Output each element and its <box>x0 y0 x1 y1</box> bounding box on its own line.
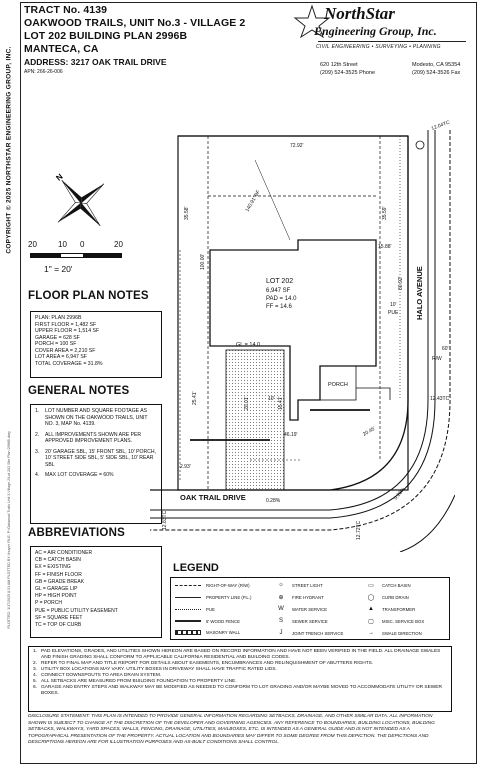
note-number: 2. <box>33 661 38 666</box>
street-right-width: 60' <box>442 346 449 352</box>
abbreviation: EX = EXISTING <box>35 564 71 571</box>
legend-label: CATCH BASIN <box>382 582 411 588</box>
copyright-text: COPYRIGHT © 2025 NORTHSTAR ENGINEERING GROUP, INC. <box>5 46 13 254</box>
general-notes-box <box>30 404 162 524</box>
fp-note: PLAN: PLAN 2996B <box>35 315 82 321</box>
lot-area: 6,947 SF <box>266 288 291 294</box>
abbreviation: AC = AIR CONDITIONER <box>35 550 93 556</box>
row-label: R/W <box>432 356 442 362</box>
note-text: PAD ELEVATIONS, GRADES, AND UTILITIES SHOWN HEREON ARE BASED ON RECORD INFORMATION AND HAVE NOT BEEN VERIFIED IN THE FIELD. ALL DRAINAGE SWALES AND FINISH GRADING SHALL CONFORM TO APPLICABLE CALIFORNIA RESIDENTIAL AND BUILDING CODES. <box>41 649 441 660</box>
fp-note: LOT AREA = 6,947 SF <box>35 354 87 360</box>
fp-note: UPPER FLOOR = 1,514 SF <box>35 328 100 334</box>
legend-item <box>365 606 415 612</box>
dim-bottom-a: 20.01' <box>244 396 250 410</box>
firm-street: 620 12th Street <box>320 62 358 68</box>
sheet-note <box>33 685 447 697</box>
legend-item <box>275 594 324 600</box>
sheet-notes-box <box>28 646 452 712</box>
tc-bottom-right: 12.72TC <box>356 520 362 540</box>
dim-top: 72.92' <box>290 143 304 149</box>
note-text: MAX LOT COVERAGE = 60% <box>45 472 114 478</box>
legend-label: FIRE HYDRANT <box>292 594 324 600</box>
floor-plan-notes-heading: FLOOR PLAN NOTES <box>28 290 149 302</box>
north-arrow-icon <box>48 170 114 236</box>
title-block <box>24 4 289 76</box>
dim-bottom-b: 10' <box>268 396 275 402</box>
file-path-text: PLOTTED: 1/17/2025 8:31 AM PLOTTED BY: thuynh FILE: P:\Oakwood Trails Unit 3 Village 2\Lot 202 Site Plan 2996B.dwg <box>7 431 11 629</box>
note-text: LOT NUMBER AND SQUARE FOOTAGE AS SHOWN ON THE OAKWOOD TRAILS, UNIT NO. 3, MAP No. 4139. <box>45 408 148 427</box>
firm-address <box>320 62 375 77</box>
street-light-icon <box>416 141 424 149</box>
pad-elevation: PAD = 14.0 <box>266 296 297 302</box>
scale-label-20b: 20 <box>114 240 123 249</box>
firm-tagline: CIVIL ENGINEERING • SURVEYING • PLANNING <box>316 44 441 50</box>
fp-note: COVER AREA = 2,210 SF <box>35 347 96 354</box>
slope-bottom: 0.28% <box>266 498 281 504</box>
firm-name: NorthStar <box>324 4 395 23</box>
city: MANTECA, CA <box>24 43 99 55</box>
file-path-strip <box>0 300 18 760</box>
garage-lip: GL = 14.0 <box>236 342 261 348</box>
general-note <box>35 472 157 479</box>
slope-right: 0.28% <box>392 486 407 502</box>
note-text: CONNECT DOWNSPOUTS TO AREA DRAIN SYSTEM. <box>41 673 162 678</box>
legend-item <box>175 582 250 588</box>
general-notes-heading: GENERAL NOTES <box>28 385 130 397</box>
legend-item <box>275 630 343 636</box>
legend-heading: LEGEND <box>173 562 219 574</box>
firm-logo-block <box>298 4 470 104</box>
legend-label: CURB DRAIN <box>382 594 409 600</box>
legend-label: MISC. SERVICE BOX <box>382 618 425 624</box>
tc-bottom-left: 12.83TC <box>162 510 168 530</box>
firm-city-line: Modesto, CA 95354 <box>412 62 461 68</box>
sheet-note <box>33 649 447 661</box>
abbreviation: PUE = PUBLIC UTILITY EASEMENT <box>35 607 118 614</box>
scale-segment-1 <box>30 253 60 258</box>
abbreviation: GB = GRADE BREAK <box>35 578 85 585</box>
dim-right-offset: 15.88' <box>378 244 392 250</box>
note-number: 1. <box>35 408 40 414</box>
legend-label: RIGHT-OF-WAY (R/W) <box>206 582 250 588</box>
note-text: GARAGE AND ENTRY STEPS AND WALKWAY MAY BE MODIFIED AS NEEDED TO CONFORM TO LOT GRADING AND/OR MAYBE MOVED TO ACCOMMODATE UTILITY OR SEWER BOXES. <box>41 685 442 696</box>
note-number: 6. <box>33 685 38 690</box>
subdivision-name: OAKWOOD TRAILS, UNIT No.3 - VILLAGE 2 <box>24 17 246 29</box>
property-line-icon <box>175 594 201 600</box>
abbreviations-box <box>30 546 162 638</box>
legend-label: PUE <box>206 606 215 612</box>
pue-line-icon <box>175 606 201 612</box>
fp-note: GARAGE = 628 SF <box>35 334 80 341</box>
legend-item <box>175 630 240 635</box>
legend-label: PROPERTY LINE (P.L.) <box>206 594 252 600</box>
legend-label: STREET LIGHT <box>292 582 323 588</box>
legend-label: MASONRY WALL <box>206 630 241 635</box>
street-halo-avenue: HALO AVENUE <box>415 266 424 320</box>
driveway-hatch <box>226 350 284 490</box>
note-text: ALL IMPROVEMENTS SHOWN ARE PER APPROVED IMPROVEMENT PLANS. <box>45 431 142 444</box>
site-plan <box>150 100 477 552</box>
legend-label: JOINT TRENCH SERVICE <box>292 630 344 636</box>
legend-item <box>275 582 323 588</box>
dim-bottom-e: 20.45' <box>362 425 377 438</box>
abbreviation: FF = FINISH FLOOR <box>35 571 82 578</box>
porch-label: PORCH <box>328 382 348 388</box>
scale-segment-3 <box>84 253 122 258</box>
note-number: 4. <box>35 472 40 478</box>
legend-item <box>175 606 215 612</box>
firm-phone: (209) 524-3525 Phone <box>320 69 376 76</box>
abbreviation: GL = GARAGE LIP <box>35 586 78 593</box>
masonry-wall-icon <box>175 630 201 635</box>
abbreviation: CB = CATCH BASIN <box>35 557 81 564</box>
lot-label: LOT 202 <box>266 278 294 285</box>
grade-left: 2.93' <box>180 464 191 470</box>
abbreviations-heading: ABBREVIATIONS <box>28 527 125 539</box>
apn: APN: 266-26-006 <box>24 69 63 75</box>
fence-line-icon <box>175 618 201 624</box>
scale-ratio: 1" = 20' <box>44 264 73 274</box>
dim-left-small: 25.41' <box>192 391 198 405</box>
scale-segment-2 <box>60 253 84 258</box>
firm-subtitle: Engineering Group, Inc. <box>314 24 437 38</box>
scale-bar <box>28 240 128 290</box>
joint-trench-icon: J <box>279 630 283 636</box>
transformer-icon: ▲ <box>368 606 374 612</box>
north-arrow <box>48 170 114 236</box>
pue-label: PUE <box>388 310 399 316</box>
dim-left: 100.00' <box>200 253 206 270</box>
note-text: 20' GARAGE SBL, 15' FRONT SBL, 10' PORCH, 10' STREET SIDE SBL, 5' SIDE SBL, 10' REAR SBL <box>45 448 156 468</box>
dim-right: 80.92' <box>398 276 404 290</box>
legend-item <box>365 582 411 588</box>
dim-setback-top-right: 35.59' <box>382 206 388 220</box>
finish-floor: FF = 14.6 <box>266 304 292 310</box>
scale-label-0: 0 <box>80 240 85 249</box>
note-number: 3. <box>35 448 40 455</box>
dim-bottom-c: 15.41' <box>278 396 284 410</box>
row-line-icon <box>175 582 201 588</box>
curb-drain-icon: ◯ <box>367 594 375 601</box>
legend-label: WATER SERVICE <box>292 606 328 612</box>
firm-divider <box>318 41 466 42</box>
abbreviation: P = PORCH <box>35 600 62 607</box>
note-number: 4. <box>33 673 38 678</box>
fire-hydrant-icon: ⊕ <box>278 594 284 601</box>
street-oak-trail: OAK TRAIL DRIVE <box>180 493 246 502</box>
abbreviation: HP = HIGH POINT <box>35 593 77 600</box>
legend-item <box>365 618 424 624</box>
legend-label: 6' WOOD FENCE <box>206 618 241 624</box>
legend-item <box>175 618 240 624</box>
dim-setback-top-left: 35.58' <box>184 206 190 220</box>
fp-note: PORCH = 100 SF <box>35 341 77 347</box>
site-plan-drawing <box>150 100 455 552</box>
disclosure-statement: DISCLOSURE STATEMENT: THIS PLAN IS INTENDED TO PROVIDE GENERAL INFORMATION REGARDING SETBACKS, DRAINAGE, AND OTHER SIMILAR DATA. ALL INFORMATION SHOWN IS SUBJECT TO CHANGE AT THE DISCRETION OF THE DEVELOPER AND GOVERNING AGENCIES. ANY REFERENCE TO BOUNDARIES, BUILDING LOCATIONS, BUILDING SETBACKS, WALKWAYS, YARD SPACES, WALLS, FENCING, DRAINAGE, UTILITIES, MAILBOXES, ETC. IS INTENDED AS A GENERAL GUIDE AND IS NOT INTENDED AS A TOPOGRAPHICAL PRESENTATION OF THE PROPERTY. ACTUAL LOCATION AND BOUNDARIES MAY DIFFER TO SOME DEGREE FROM THIS DEPICTION. THE DEPICTIONS AND DESCRIPTIONS HEREON ARE FOR ILLUSTRATION PURPOSES AND AS-BUILT CONDITIONS SHALL CONTROL. <box>28 714 435 745</box>
tc-right-top: 12.04TC <box>430 119 451 132</box>
note-text: UTILITY BOX LOCATIONS MAY VARY. UTILITY BOXES IN DRIVEWAY SHALL HAVE TRAFFIC RATED LIDS. <box>41 667 277 672</box>
fp-note: TOTAL COVERAGE = 31.8% <box>35 360 103 367</box>
dim-bottom-d: 46.19' <box>284 432 298 438</box>
general-note <box>35 432 157 445</box>
note-number: 3. <box>33 667 38 672</box>
copyright-strip <box>0 0 18 300</box>
firm-fax: (209) 524-3526 Fax <box>412 69 461 76</box>
sewer-service-icon: S <box>278 618 283 624</box>
water-service-icon: W <box>278 606 284 612</box>
legend-box <box>170 577 450 640</box>
legend-label: SWALE DIRECTION <box>382 630 422 636</box>
legend-label: SEWER SERVICE <box>292 618 328 624</box>
legend-item <box>275 606 327 612</box>
legend-item <box>365 630 422 636</box>
legend-item <box>175 594 251 600</box>
address: ADDRESS: 3217 OAK TRAIL DRIVE <box>24 57 167 67</box>
note-text: ALL SETBACKS ARE MEASURED FROM BUILDING FOUNDATION TO PROPERTY LINE. <box>41 679 237 684</box>
fp-note: FIRST FLOOR = 1,482 SF <box>35 321 97 328</box>
general-note <box>35 408 157 428</box>
dim-pue: 10' <box>390 302 397 308</box>
service-box-icon: ▢ <box>368 618 374 625</box>
legend-item <box>275 618 328 624</box>
note-number: 2. <box>35 431 40 438</box>
abbreviation: TC = TOP OF CURB <box>35 622 82 629</box>
note-number: 5. <box>33 679 38 684</box>
abbreviation: SF = SQUARE FEET <box>35 614 83 621</box>
svg-text:N: N <box>54 172 65 183</box>
tract-number: TRACT No. 4139 <box>24 4 108 16</box>
dim-diag: 140.91' BF <box>244 189 262 213</box>
legend-label: TRANSFORMER <box>382 606 416 612</box>
lot-plan: LOT 202 BUILDING PLAN 2996B <box>24 30 188 42</box>
general-note <box>35 449 157 469</box>
tc-right: 12.43TC <box>430 396 450 402</box>
street-light-icon: ☼ <box>278 582 284 588</box>
catch-basin-icon: ▭ <box>368 582 374 589</box>
note-number: 1. <box>33 649 38 654</box>
scale-label-20: 20 <box>28 240 37 249</box>
firm-city <box>412 62 460 77</box>
note-text: REFER TO FINAL MAP AND TITLE REPORT FOR DETAILS ABOUT EASEMENTS, ENCUMBRANCES AND RELINQUISHMENT OF ABUTTERS RIGHTS. <box>41 661 374 666</box>
floor-plan-notes-box <box>30 311 162 378</box>
scale-label-10: 10 <box>58 240 67 249</box>
legend-item <box>365 594 409 600</box>
swale-arrow-icon: → <box>368 630 374 636</box>
